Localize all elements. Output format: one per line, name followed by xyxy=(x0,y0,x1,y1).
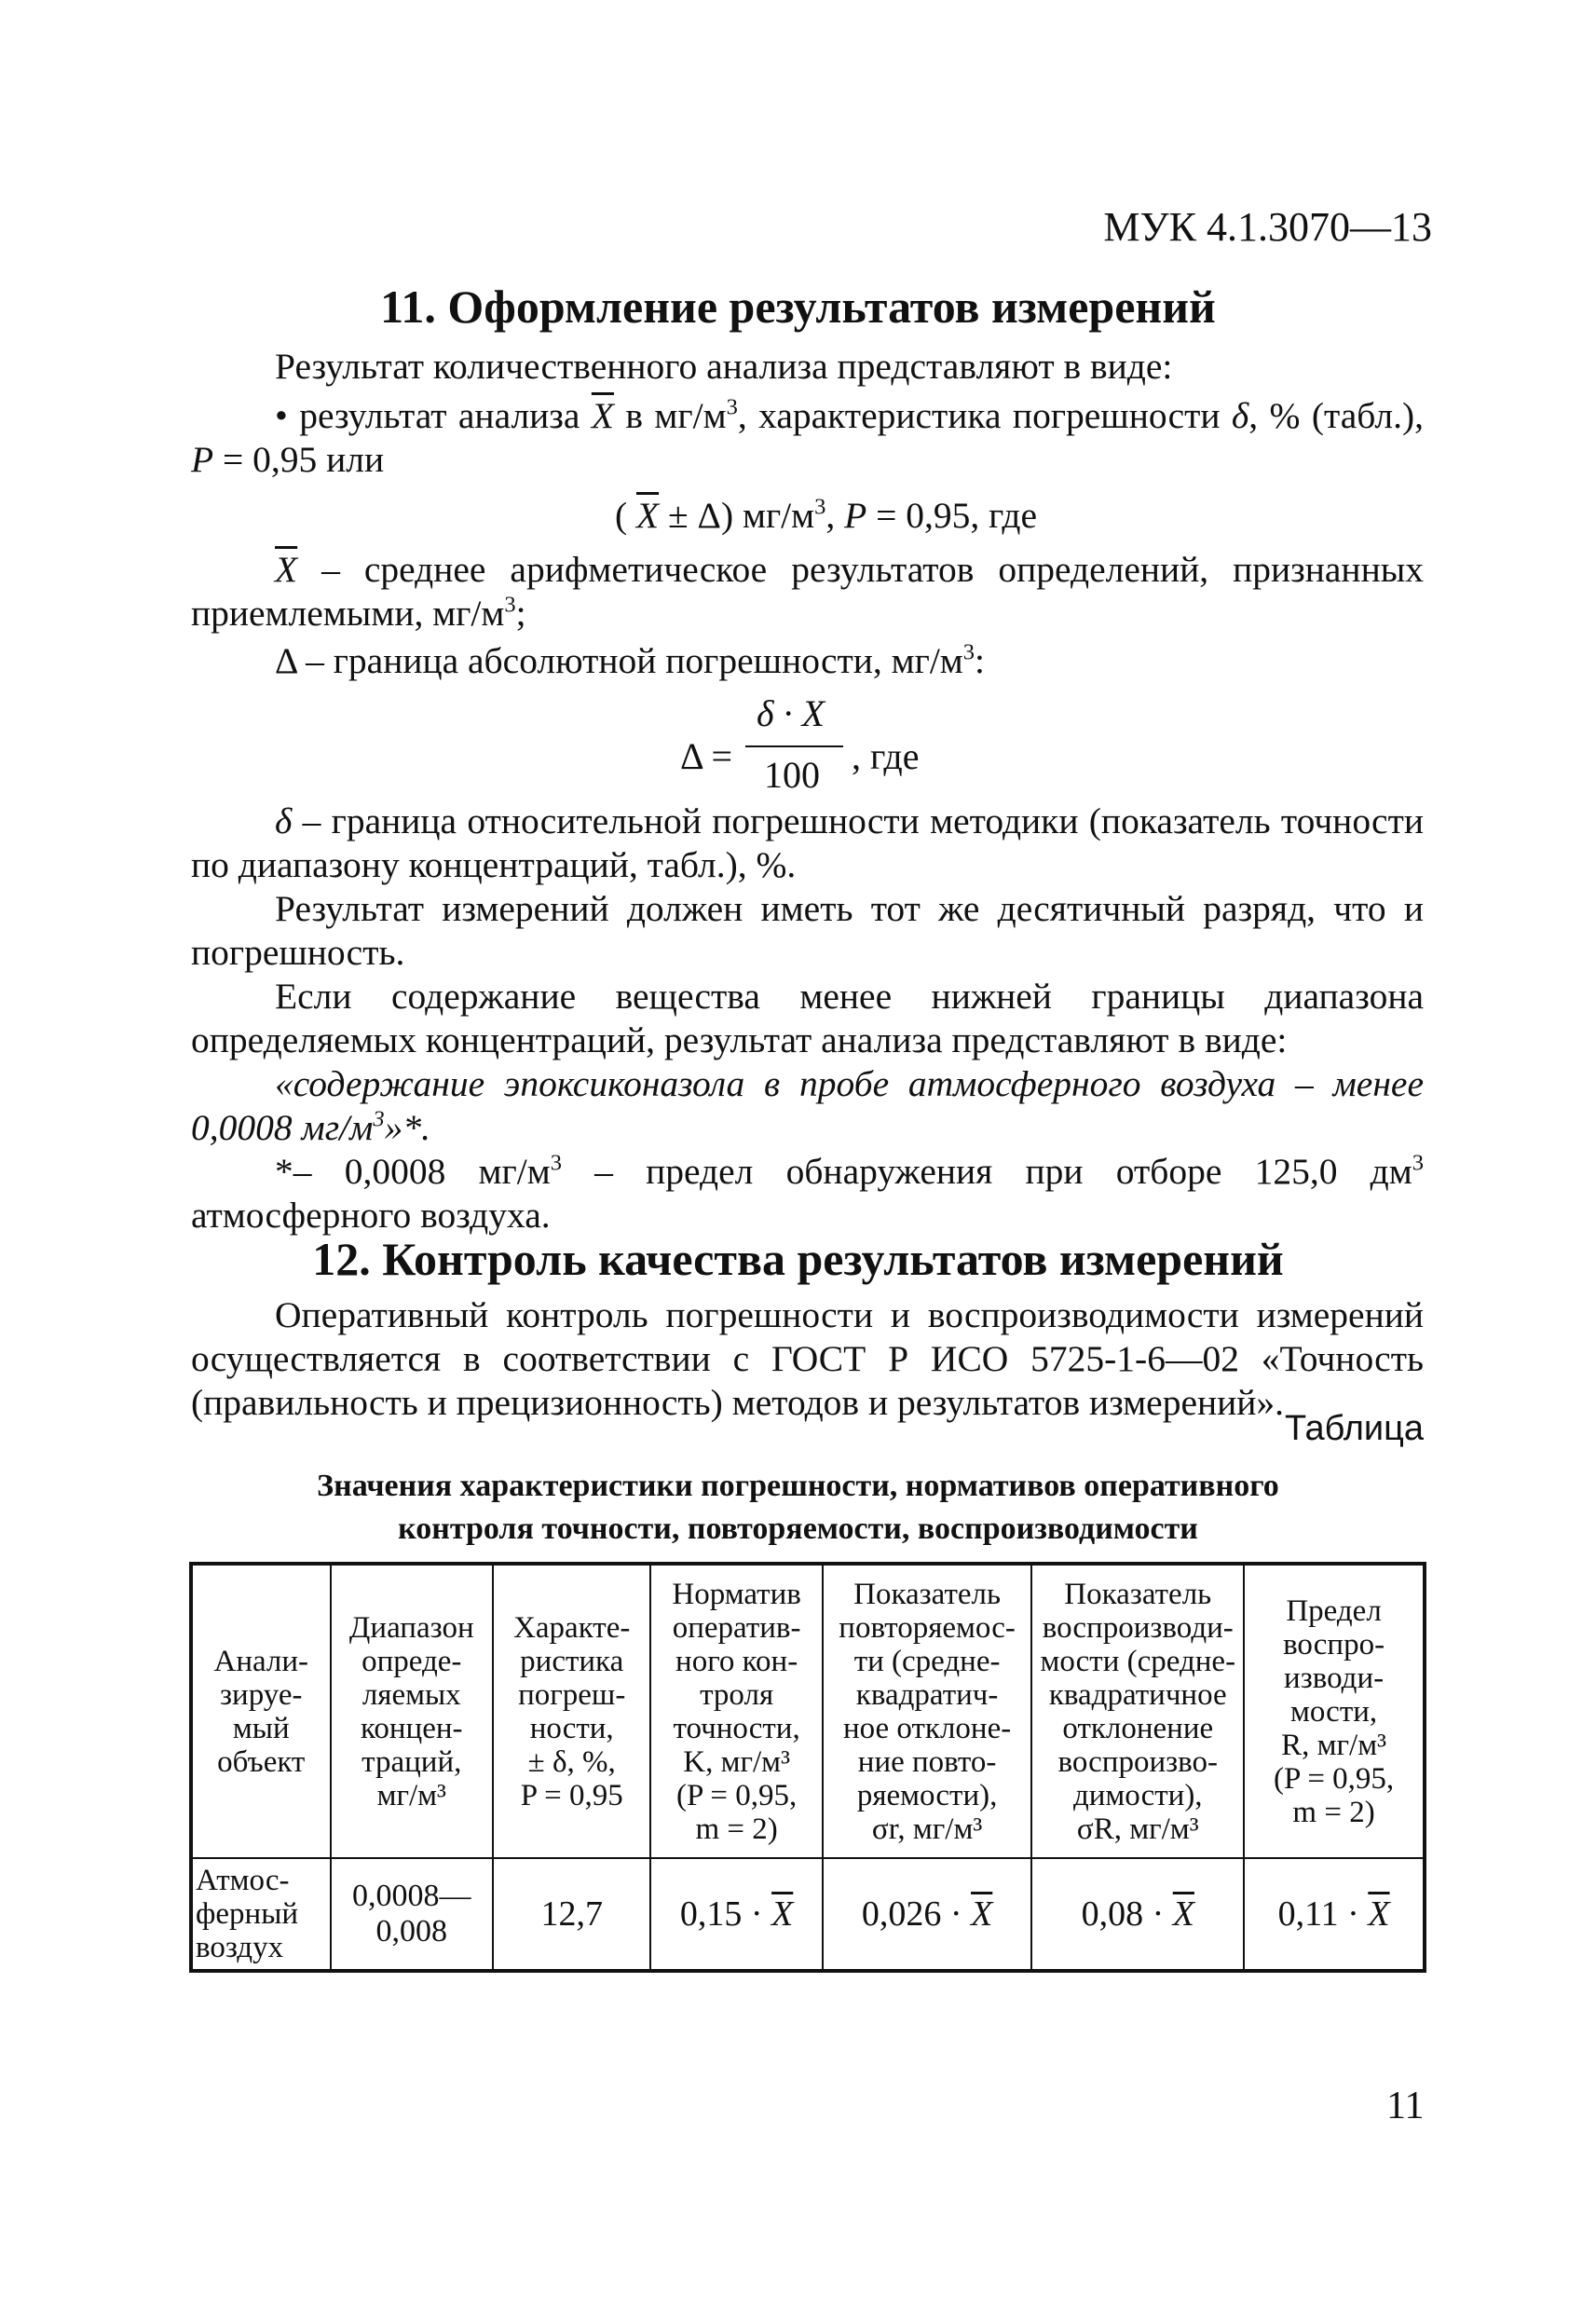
formula-tail: , где xyxy=(852,735,920,777)
section-12-title: 12. Контроль качества результатов измерений xyxy=(312,1233,1284,1285)
formula-lhs: Δ = xyxy=(680,735,733,777)
below-range-rule: Если содержание вещества менее нижней границы диапазона определяемых концентраций, результат анализа представляют в виде: xyxy=(191,976,1424,1060)
formula-numerator: δ · X xyxy=(757,692,825,734)
formula-denominator: 100 xyxy=(764,754,820,796)
header-error: Характе- ристика погреш- ности, ± δ, %, P = 0,95 xyxy=(493,1564,650,1858)
header-reproducibility: Показатель воспроизводи- мости (средне- квадратичное отклонение воспроизво- димости), σR, мг/м³ xyxy=(1031,1564,1244,1858)
x-definition: $\overline{X}$ – среднее арифметическое результатов определений, признанных приемлемыми, $мг/м^3$; xyxy=(191,549,1424,634)
page-number: 11 xyxy=(1386,2085,1425,2127)
header-object: Анали- зируе- мый объект xyxy=(191,1564,331,1858)
cell-repeatability: $0,026 \cdot \overline{X}$ xyxy=(823,1858,1032,1971)
table-row xyxy=(191,1858,1425,1971)
quality-control-text: Оперативный контроль погрешности и воспроизводимости измерений осуществляется в соответствии с ГОСТ Р ИСО 5725-1-6—02 «Точность (правильность и прецизионность) методов и результатов измерений». xyxy=(191,1294,1424,1423)
section-11-title: 11. Оформление результатов измерений xyxy=(380,280,1216,333)
fraction-bar xyxy=(745,745,843,747)
formula-result-interval: ( $\overline{X} \pm \Delta$) $мг/м^3$, P = 0,95, где xyxy=(614,494,1038,536)
cell-error: 12,7 xyxy=(493,1858,650,1971)
document-code: МУК 4.1.3070—13 xyxy=(1103,204,1432,250)
header-range: Диапазон опреде- ляемых концен- траций, мг/м³ xyxy=(331,1564,493,1858)
delta-definition: Δ – граница абсолютной погрешности, $мг/м^3$: xyxy=(275,639,986,681)
header-repeatability: Показатель повторяемос- ти (средне- квадратич- ное отклоне- ние повто- ряемости), σr, мг/м³ xyxy=(823,1564,1032,1858)
result-bullet: • результат анализа $\overline{X}$ в $мг/м^3$, характеристика погрешности δ, % (табл.), P = 0,95 или xyxy=(191,394,1425,480)
table-header-row xyxy=(191,1564,1425,1858)
cell-reproducibility: $0,08 \cdot \overline{X}$ xyxy=(1031,1858,1244,1971)
cell-accuracy-norm: $0,15 \cdot \overline{X}$ xyxy=(650,1858,822,1971)
table-label: Таблица xyxy=(1285,1409,1424,1448)
result-quote: «содержание эпоксиконазола в пробе атмосферного воздуха – менее 0,0008 $мг/м^3»*$. xyxy=(191,1063,1424,1148)
cell-object: Атмос- ферный воздух xyxy=(191,1858,331,1971)
footnote: *– 0,0008 $мг/м^3$ – предел обнаружения при отборе 125,0 $дм^3$ атмосферного воздуха. xyxy=(191,1150,1424,1236)
rounding-rule: Результат измерений должен иметь тот же десятичный разряд, что и погрешность. xyxy=(191,888,1424,973)
relative-error-definition: δ – граница относительной погрешности методики (показатель точности по диапазону концентраций, табл.), %. xyxy=(191,800,1424,885)
result-intro: Результат количественного анализа представляют в виде: xyxy=(275,346,1173,387)
formula-absolute-error xyxy=(0,692,1596,811)
header-accuracy-norm: Норматив оператив- ного кон- троля точности, K, мг/м³ (P = 0,95, m = 2) xyxy=(650,1564,822,1858)
cell-reproducibility-limit: $0,11 \cdot \overline{X}$ xyxy=(1244,1858,1425,1971)
error-characteristics-table xyxy=(189,1562,1426,1973)
table-caption: Значения характеристики погрешности, нормативов оперативного контроля точности, повторяемости, воспроизводимости xyxy=(317,1469,1279,1546)
header-reproducibility-limit: Предел воспро- изводи- мости, R, мг/м³ (P = 0,95, m = 2) xyxy=(1244,1564,1425,1858)
cell-range: 0,0008— 0,008 xyxy=(331,1858,493,1971)
